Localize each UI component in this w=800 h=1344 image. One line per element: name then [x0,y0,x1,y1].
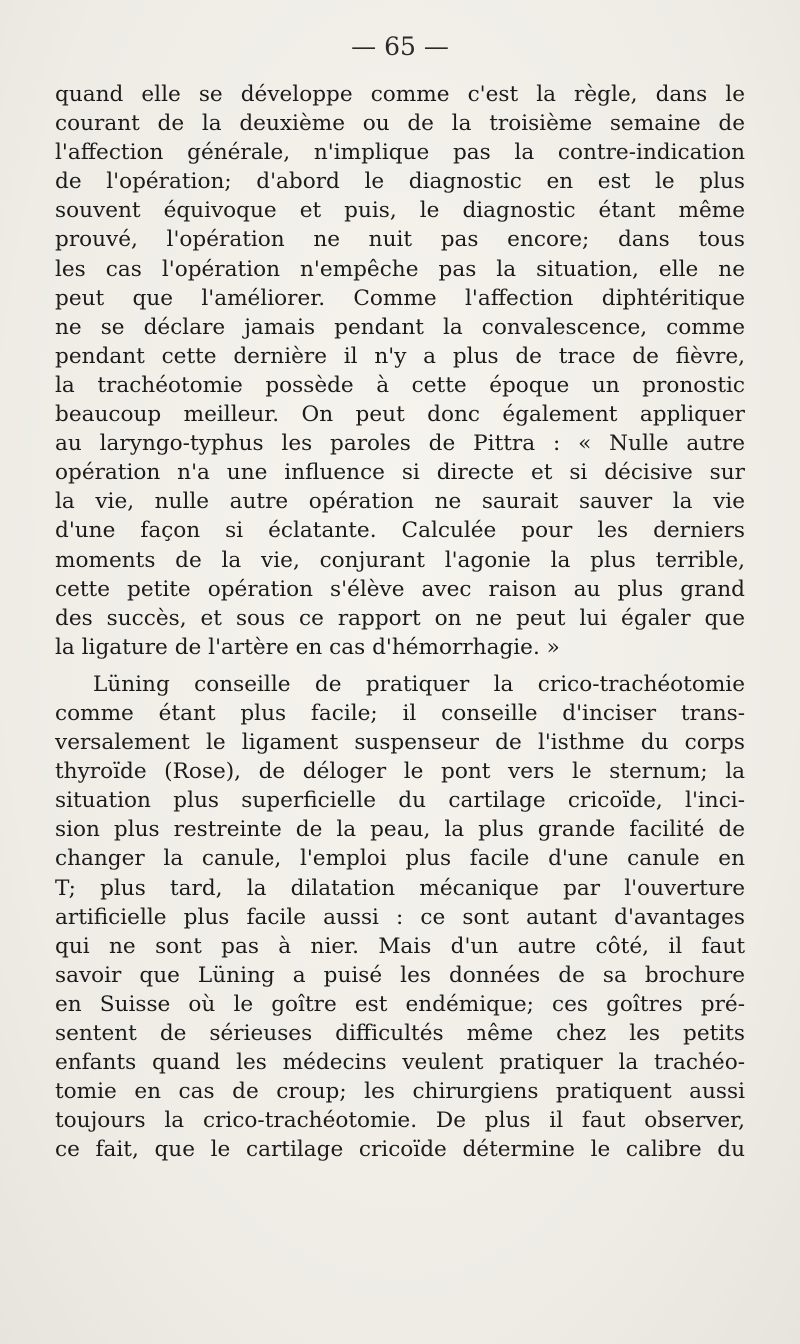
page-number: — 65 — [351,32,449,61]
text-line: au laryngo-typhus les paroles de Pittra : « Nulle autre [55,431,745,457]
paragraph-1 [55,80,745,662]
text-line: cette petite opération s'élève avec raison au plus grand [55,576,745,602]
text-line: qui ne sont pas à nier. Mais d'un autre côté, il faut [55,933,745,959]
text-line: comme étant plus facile; il conseille d'inciser trans- [55,700,745,726]
text-line: peut que l'améliorer. Comme l'affection diphtéritique [55,285,745,311]
text-line: prouvé, l'opération ne nuit pas encore; dans tous [55,227,745,253]
text-line: moments de la vie, conjurant l'agonie la plus terrible, [55,547,745,573]
text-line: ne se déclare jamais pendant la convalescence, comme [55,314,745,340]
text-line: versalement le ligament suspenseur de l'isthme du corps [55,730,745,756]
text-line: savoir que Lüning a puisé les données de sa brochure [55,962,745,988]
text-line: Lüning conseille de pratiquer la crico-trachéotomie [93,671,745,697]
text-line: la ligature de l'artère en cas d'hémorrhagie. » [55,634,560,660]
text-line: la vie, nulle autre opération ne saurait sauver la vie [55,489,745,515]
text-line: pendant cette dernière il n'y a plus de trace de fièvre, [55,343,745,369]
text-line: enfants quand les médecins veulent pratiquer la trachéo- [55,1050,745,1076]
paragraph-gap [55,662,745,670]
text-line: les cas l'opération n'empêche pas la situation, elle ne [55,256,745,282]
text-line: beaucoup meilleur. On peut donc également appliquer [55,402,745,428]
text-line: de l'opération; d'abord le diagnostic en est le plus [55,169,745,195]
text-line: changer la canule, l'emploi plus facile d'une canule en [55,846,745,872]
text-line: l'affection générale, n'implique pas la contre-indication [55,140,745,166]
text-line: courant de la deuxième ou de la troisième semaine de [55,111,745,137]
text-line: des succès, et sous ce rapport on ne peut lui égaler que [55,605,745,631]
text-line: artificielle plus facile aussi : ce sont autant d'avantages [55,904,745,930]
text-line: la trachéotomie possède à cette époque un pronostic [55,372,745,398]
text-line: ce fait, que le cartilage cricoïde détermine le calibre du [55,1137,745,1163]
text-line: souvent équivoque et puis, le diagnostic étant même [55,198,745,224]
text-line: sion plus restreinte de la peau, la plus grande facilité de [55,817,745,843]
body-text [55,80,745,1164]
text-line: sentent de sérieuses difficultés même chez les petits [55,1021,745,1046]
text-line: d'une façon si éclatante. Calculée pour les derniers [55,518,745,544]
text-line: quand elle se développe comme c'est la règle, dans le [55,82,745,107]
paragraph-2 [55,670,745,1165]
text-line: en Suisse où le goître est endémique; ces goîtres pré- [55,991,745,1017]
text-line: situation plus superficielle du cartilage cricoïde, l'inci- [55,788,745,814]
text-line: tomie en cas de croup; les chirurgiens pratiquent aussi [55,1079,745,1105]
text-line: T; plus tard, la dilatation mécanique par l'ouverture [55,875,745,901]
text-line: toujours la crico-trachéotomie. De plus il faut observer, [55,1108,745,1134]
text-line: thyroïde (Rose), de déloger le pont vers le sternum; la [55,759,745,785]
text-line: opération n'a une influence si directe et si décisive sur [55,460,745,486]
